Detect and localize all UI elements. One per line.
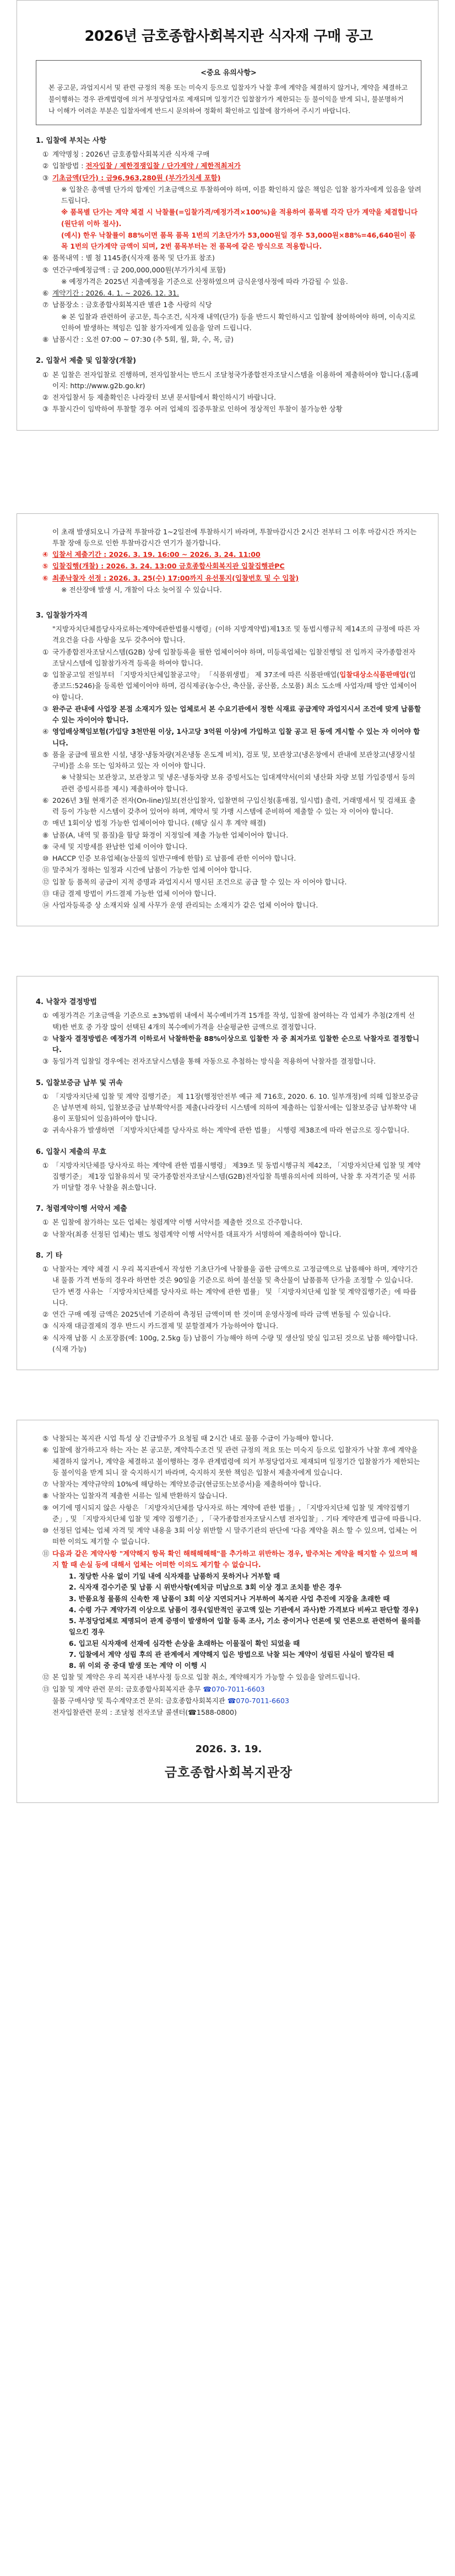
s3-item-5-note: ※ 낙찰되는 보관창고, 보관창고 및 냉온·냉동차량 보유 증빙서도는 입대계약서(이외 냉산화 차량 보험 가입증명서 등의 관련 증빙서류를 제시) 제출하여야 합니다. [61, 773, 415, 793]
s8-item-13-cont2: 전자입찰관련 문의 : 조달청 전자조달 콜센터(☎1588-0800) [52, 1708, 237, 1717]
termination-item-1: 1. 정당한 사유 없이 기일 내에 식자재를 납품하지 못하거나 거부할 때 [69, 1572, 280, 1581]
page-break [0, 1370, 455, 1420]
s3-item-8: ⑧ 납품(A, 내역 및 품질)을 함당 화경이 지정일에 제출 가능한 업체이어야 합니다. [42, 830, 289, 839]
important-notice-box [36, 60, 421, 125]
s8-item-6: ⑥ 입찰에 참가하고자 하는 자는 본 공고문, 계약특수조건 및 관련 규정의 적요 또는 미숙지 등으로 입찰자가 낙찰 후에 계약을 체결하지 않거나, 계약을 체결하고 불이행하는 경우 관계법령에 의거 부정당업자로 제재되며 일정기간 입찰참가가 제한되는 등 불이익을 받게 되니 잘 숙지하시기 바라며, 숙지하지 못한 책임은 입찰서 제출자에게 있습니다. [42, 1446, 420, 1477]
s3-intro: "지방자치단체를당사자로하는계약에관한법률시행령」(이하 지방계약법)제13조 및 동법시행규칙 제14조의 규정에 따른 자격요건을 다음 사항을 모두 갖추어야 합니다. [52, 625, 420, 645]
s1-item-1: ① 계약명칭 : 2026년 금호종합사회복지관 식자재 구매 [42, 150, 210, 159]
s4-item-1: ① 예정가격은 기초금액을 기준으로 ±3%범위 내에서 복수예비가격 15개를 작성, 입찰에 참여하는 각 업체가 추첨(2개씩 선택)한 번호 중 가장 많이 선택된 4개의 복수예비가격을 산술평균한 금액으로 결정합니다. [42, 1011, 415, 1031]
s3-item-10: ⑩ HACCP 인증 보유업체(농산물의 일반구매에 한함) 로 납품에 관한 이어야 합니다. [42, 854, 296, 863]
s1-item-5-note: ※ 예정가격은 2025년 지출예정을 기준으로 산정하였으며 금식운영사정에 따라 가감될 수 있음. [61, 277, 348, 286]
s1-item-3: ③ 기초금액(단가) : 금96,963,280원 (부가가치세 포함) [42, 173, 221, 182]
s3-item-6: ⑥ 2026년 3월 현재기준 전자(On-line)일보(전산입찰자, 입찰면허 구입신청(홍매점, 일시법) 출력, 거래명세서 및 검채표 출력 등이 가능한 시스템이 갖추어 있어야 하며, 계약서 및 가맹 시스템에 준비하여 제출할 수 있는 자 이어야 합니다. [42, 796, 416, 816]
signature-block [36, 1741, 421, 1783]
page-panel-2 [17, 513, 438, 927]
s1-item-7-note: ※ 본 입찰과 관련하여 공고문, 특수조건, 식자재 내역(단가) 등을 반드시 확인하시고 입찰에 참여하여야 하며, 이속지로 인하여 발생하는 책임은 입찰 참가자에게 있음을 알려 드립니다. [61, 312, 416, 332]
s8-item-2: ② 연간 구매 예정 금액은 2025년에 기준하여 측정된 금액이며 한 것이며 운영사정에 따라 금액 변동될 수 있습니다. [42, 1310, 391, 1319]
s2-item-3: ③ 투찰시간이 임박하여 투찰할 경우 여러 업체의 집중투찰로 인하여 정상적인 투찰이 불가능한 상황 [42, 405, 343, 414]
section-3-heading: 3. 입찰참가자격 [36, 611, 88, 620]
s8-item-10: ⑩ 선정된 업체는 업체 자격 및 계약 내용을 3회 이상 위반할 시 말주기관의 판단에 '다음 계약을 취소 할 수 있으며, 업체는 어떠한 이의도 제기할 수 없습니다. [42, 1526, 418, 1546]
s1-item-8: ⑧ 납품시간 : 오전 07:00 ~ 07:30 (추 5회, 월, 화, 수, 목, 금) [42, 335, 234, 344]
page-break [0, 926, 455, 976]
page-title: 2026년 금호종합사회복지관 식자재 구매 공고 [84, 28, 373, 45]
s8-item-12: ⑫ 본 입찰 및 계약은 우리 복지관 내부사정 등으로 입찰 취소, 계약해지가 가능할 수 있음을 알려드립니다. [42, 1673, 360, 1682]
s2-item-6-note: ※ 전산장애 발생 시, 개찰이 다소 늦어질 수 있습니다. [61, 585, 222, 594]
s3-item-7: ⑦ 매년 1회이상 법정 가능한 업체이어야 합니다. (해당 실시 후 계약 해결) [42, 819, 266, 828]
section-6-heading: 6. 입찰시 제출의 무효 [36, 1147, 107, 1156]
s3-item-4: ④ 영업배상책임보험(가입당 3천만원 이상, 1사고당 3억원 이상)에 가입하고 입찰 공고 된 동에 게시할 수 있는 자 이어야 합니다. [42, 727, 420, 747]
section-8-heading: 8. 기 타 [36, 1251, 63, 1260]
section-7-heading: 7. 청렴계약이행 서약서 제출 [36, 1205, 127, 1214]
s5-item-2: ② 귀속사유가 발생하면 「지방자치단체를 당사자로 하는 계약에 관한 법률」 시행령 제38조에 따라 현금으로 징수합니다. [42, 1126, 410, 1135]
termination-item-6: 6. 입고된 식자재에 선재에 심각한 손상을 초래하는 이물질이 확인 되었을 때 [69, 1639, 300, 1647]
s1-item-2: ② 입찰방법 : 전자입찰 / 제한경쟁입찰 / 단가계약 / 제한적최저가 [42, 162, 241, 170]
s6-item-1: ① 「지방자치단체를 당사자로 하는 계약에 관한 법률시행령」 제39조 및 동법시행규칙 제42조, 「지방자치단체 입찰 및 계약 집행기준」 제1장 입찰유의서 및 국가종합전자조달시스템(G2B)전자입찰 특별유의서에 의하여, 낙찰 후 자격기준 및 서류가 미달할 경우 낙찰을 취소합니다. [42, 1161, 421, 1192]
s1-item-7: ⑦ 납품장소 : 금호종합사회복지관 별관 1층 사랑의 식당 [42, 300, 212, 309]
s7-item-2: ② 낙찰자(최종 선정된 업체)는 별도 청렴계약 이행 서약서를 대표자가 서명하여 제출하여야 합니다. [42, 1230, 342, 1238]
s5-item-1: ① 「지방자치단체 입찰 및 계약 집행기준」 제 11장(행정안전부 예규 제 716호, 2020. 6. 10. 일부개정)에 의해 입찰보증금은 납부면제 하되, 입찰보증금 납부확약서를 제출(나라장터 시스템에 의하여 제출하는 입찰서에는 입찰보증금 납부확약 내용이 포함되어 있음)하여야 합니다. [42, 1092, 419, 1123]
termination-item-4: 4. 수령 가구 계약가격 이상으로 남품이 경우(일반적인 공고액 있는 기관에서 과사)한 가격보다 비싸고 판단할 경우) [69, 1605, 419, 1614]
termination-item-7: 7. 입찰에서 계약 성립 후의 관 관계에서 계약해지 입은 방법으로 낙찰 되는 계약이 성립된 사실이 발각된 때 [69, 1650, 394, 1659]
page-break [0, 431, 455, 513]
s1-item-3-note-1: ※ 입찰은 총액별 단가의 합계인 기초금액으로 투찰하여야 하며, 이를 확인하지 않은 책임은 입찰 참가자에게 있음을 알려드립니다. [61, 185, 421, 205]
s3-item-13: ⑬ 대금 결제 방법이 카드결제 가능한 업체 이어야 합니다. [42, 889, 216, 898]
issue-date: 2026. 3. 19. [195, 1743, 262, 1756]
s7-item-1: ① 본 입찰에 참가하는 모든 업체는 청렴계약 이행 서약서를 제출한 것으로 간주합니다. [42, 1218, 303, 1227]
s4-item-3: ③ 동일가격 입찰일 경우에는 전자조달시스템을 통해 자동으로 추첨하는 방식을 적용하여 낙찰자를 결정합니다. [42, 1057, 376, 1066]
s8-item-7: ⑦ 낙찰자는 계약규약의 10%에 해당하는 계약보증금(현금또는보증서)을 제출하여야 합니다. [42, 1480, 321, 1489]
section-5-heading: 5. 입찰보증금 납부 및 귀속 [36, 1078, 123, 1087]
s3-item-14: ⑭ 사업자등록증 상 소재지와 실제 사무가 운영 관리되는 소재지가 같은 업체 이어야 합니다. [42, 901, 318, 910]
s1-item-4: ④ 품목내역 : 별 첨 1145종(식자재 품목 및 단가표 참조) [42, 254, 215, 262]
s2-item-2: ② 전자입찰서 등 제출확인은 나라장터 보낸 문서함에서 확인하시기 바랍니다. [42, 393, 277, 401]
s3-item-11: ⑪ 말주처가 정하는 일정과 시간에 납품이 가능한 업체 이어야 합니다. [42, 866, 252, 874]
section-2-heading: 2. 입찰서 제출 및 입찰장(개찰) [36, 357, 137, 366]
s8-item-9: ⑨ 여기에 명시되지 않은 사항은 「지방자치단체를 당사자로 하는 계약에 관한 법률」, 「지방자치단체 입찰 및 계약집행기준」, 및 「지방자치단체 입찰 및 계약 집행기준」, 「국가종합전자조달시스템 전자입찰」. 기타 계약관계 법규에 따릅니다. [42, 1503, 421, 1523]
s3-item-2: ② 입찰공고일 전일부터 「지방자치단체입찰공고약」 「식품위생법」 제 37조에 따른 식품판매업(입찰대상소식품판매업(업종코드:5246)을 등록한 업체이어야 하며, 검식제공(농수산, 축산물, 공산품, 소모품) 최소 도소매 사업자/해 방안 업체이어야 합니다. [42, 670, 417, 701]
s1-item-5: ⑤ 연간구매예정금액 : 금 200,000,000원(부가가치세 포함) [42, 265, 226, 274]
page-panel-4 [17, 1420, 438, 1803]
s4-item-2: ② 낙찰자 결정방법은 예정가격 이하로서 낙찰하한율 88%이상으로 입찰한 자 중 최저가로 입찰한 순으로 낙찰자로 결정합니다. [42, 1034, 420, 1054]
s2-item-4: ④ 입찰서 제출기간 : 2026. 3. 19. 16:00 ~ 2026. 3. 24. 11:00 [42, 550, 261, 559]
s3-item-5: ⑤ 품을 공급에 필요한 시설, 냉장·냉동차량(저온냉동 온도계 비치), 검포 및, 보관창고(냉온창에서 관내에 보관창고(냉장시설 구비)를 소유 또는 임차하고 있는 자 이어야 합니다. [42, 750, 415, 770]
termination-item-3: 3. 반품요청 물품의 신속한 재 납품이 3회 이상 지연되거나 거부하여 복지관 사업 추진에 지장을 초래한 때 [69, 1594, 390, 1603]
s8-item-11: ⑪ 다음과 같은 계약사항 "계약해지 항목 확인 해해해해해"를 추가하고 위반하는 경우, 발주처는 계약을 해지할 수 있으며 해지 할 때 손실 등에 대해서 업체는 어떠한 이의도 제기할 수 없습니다. [42, 1549, 418, 1569]
s2-item-1: ① 본 입찰은 전자입찰로 진행하며, 전자입찰서는 반드시 조달청국가종합전자조달시스템을 이용하여 제출하여야 합니다.(홈페이지: http://www.g2b.go.kr) [42, 370, 419, 390]
section-1-heading: 1. 입찰에 부치는 사항 [36, 137, 107, 146]
s2-item-3-cont: 이 초래 발생되오니 가급적 투찰마감 1~2일전에 투찰하시기 바라며, 투찰마감시간 2시간 전부터 그 이후 마감시간 까지는 투찰 장애 등으로 인한 투찰마감시간 연기가 불가합니다. [52, 527, 417, 547]
s8-item-13-cont: 물품 구매사양 및 특수계약조건 문의: 금호종합사회복지관 ☎070-7011-6603 [52, 1696, 289, 1705]
s8-item-8: ⑧ 낙찰자는 입찰자격 제출한 서류는 일체 반환하지 않습니다. [42, 1491, 228, 1500]
s2-item-6: ⑥ 최종낙찰자 선정 : 2026. 3. 25(수) 17:00까지 유선통지(입찰번호 및 수 입찰) [42, 573, 299, 582]
notice-heading: <중요 유의사항> [201, 69, 257, 78]
termination-item-5: 5. 부정당업체로 제명되어 관계 증명이 발생하여 입찰 등록 조사, 기소 중이거나 언론에 및 언론으로 관련하여 물의를 일으킨 경우 [69, 1617, 421, 1636]
page-panel-1 [17, 0, 438, 431]
s3-item-12: ⑫ 입찰 등 품목의 공급이 지적 증명과 과업지시서 명시된 조건으로 공급 할 수 있는 자 이어야 합니다. [42, 877, 347, 886]
notice-body: 본 공고문, 과업지시서 및 관련 규정의 적용 또는 미숙지 등으로 입찰자가 낙찰 후에 계약을 체결하지 않거나, 계약을 체결하고 불이행하는 경우 관계법령에 의거 부정당업자로 제재되며 일정기간 입찰참가가 제한되는 등 불이익을 받게 되니, 불분명하거나 이해가 어려운 부분은 입찰자에게 반드시 문의하여 정확히 확인하고 입찰에 참가하여 주시기 바랍니다. [48, 84, 408, 115]
s8-item-5: ⑤ 낙찰되는 복지관 시업 특성 상 긴급발주가 요청될 때 2시간 내로 물품 수급이 가능해야 합니다. [42, 1434, 334, 1443]
s8-item-3: ③ 식자재 대금결제의 경우 반드시 카드결제 및 분할결제가 가능하여야 합니다. [42, 1322, 279, 1330]
s3-item-9: ⑨ 국세 및 지방세를 완납한 업체 이어야 합니다. [42, 842, 188, 851]
issuer-name: 금호종합사회복지관장 [164, 1765, 293, 1780]
s1-item-3-note-2: ※ 품목별 단가는 계약 체결 시 낙찰률(=입찰가격/예정가격×100%)을 적용하여 품목별 각각 단가 계약을 체결합니다(원단위 이하 절사). [61, 208, 418, 228]
s1-item-3-note-3: (예시) 한우 낙찰률이 88%이면 품목 품목 1번의 기초단가가 53,000원일 경우 53,000원×88%=46,640원이 품목 1번의 단가계약 금액이 되며, 2번 품목부터는 전 품목에 같은 방식으로 적용합니다. [61, 230, 416, 251]
s2-item-5: ⑤ 입찰집행(개찰) : 2026. 3. 24. 13:00 금호종합사회복지관 입찰집행관PC [42, 562, 285, 571]
s8-item-4: ④ 식자재 납품 시 소포장품(예: 100g, 2.5kg 등) 납품이 가능해야 하며 수량 및 생산일 맞실 입고된 것으로 납품 해야합니다.(식재 가능) [42, 1333, 418, 1353]
s8-item-1: ① 낙찰자는 계약 체결 시 우리 복지관에서 작성한 기초단가에 낙찰률을 곱한 금액으로 고정금액으로 납품해야 하며, 계약기간 내 물품 가격 변동의 경우라 하면한 것은 90일을 기준으로 하여 불선물 및 축산물이 납품품목 단가을 조정할 수 있습니다. 단가 변경 사유는 「지방자치단체를 당사자로 하는 계약에 관한 법률」 및 「지방자치단체 입찰 및 계약집행기준」에 따릅니다. [42, 1265, 418, 1307]
s3-item-1: ① 국가종합전자조달시스템(G2B) 상에 입찰등록을 필한 업체이어야 하며, 미등록업체는 입찰진행일 전 입까지 국가종합전자조달시스템에 입찰참가자격 등록을 하여야 합니다. [42, 647, 416, 667]
section-4-heading: 4. 낙찰자 결정방법 [36, 998, 97, 1007]
s8-item-13: ⑬ 입찰 및 계약 관련 문의: 금호종합사회복지관 총무 ☎070-7011-6603 [42, 1684, 265, 1693]
s3-item-3: ③ 완주군 관내에 사업장 본점 소재지가 있는 업체로서 본 수요기관에서 정한 식재료 공급계약 과업지시서 조건에 맞게 납품할 수 있는 자이어야 합니다. [42, 704, 421, 724]
page-panel-3 [17, 976, 438, 1370]
s1-item-6: ⑥ 계약기간 : 2026. 4. 1. ~ 2026. 12. 31. [42, 289, 179, 298]
termination-item-8: 8. 위 이외 중 중대 발생 또는 계약 이 이행 시 [69, 1661, 207, 1670]
termination-item-2: 2. 식자재 검수기준 및 납품 시 위반사항(예치금 미납으로 3회 이상 경고 조치를 받은 경우 [69, 1583, 342, 1592]
